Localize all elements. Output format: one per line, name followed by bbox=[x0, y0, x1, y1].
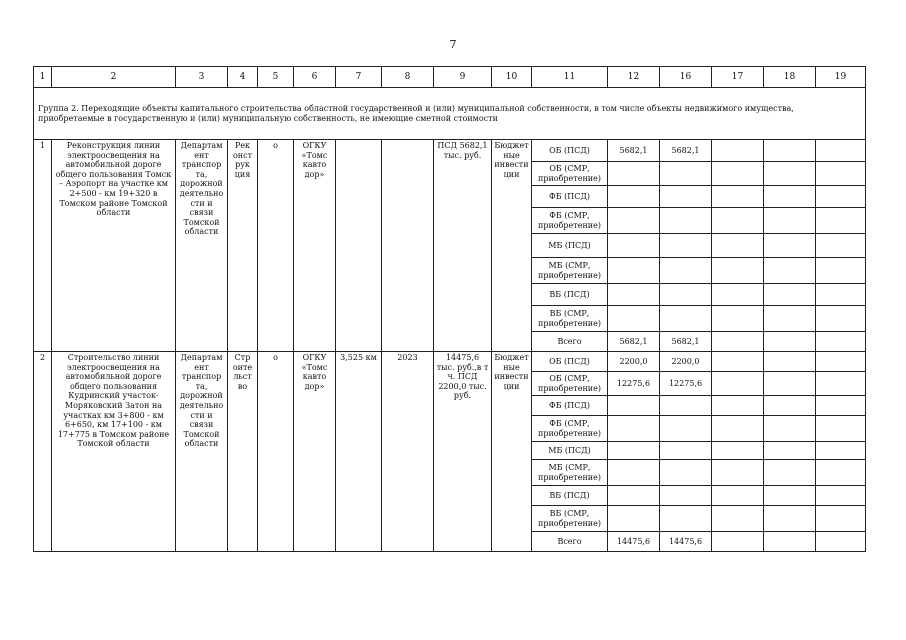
value-col18 bbox=[764, 186, 816, 208]
value-col16 bbox=[660, 416, 712, 442]
value-col18 bbox=[764, 396, 816, 416]
object-number: 2 bbox=[34, 352, 52, 552]
object-investment-type: Бюджет ные инвести ции bbox=[492, 352, 532, 552]
value-col18 bbox=[764, 258, 816, 284]
value-col16 bbox=[660, 396, 712, 416]
value-col17 bbox=[712, 352, 764, 372]
value-col16 bbox=[660, 162, 712, 186]
value-col19 bbox=[816, 416, 866, 442]
header-cell: 1 bbox=[34, 67, 52, 88]
value-col12: 5682,1 bbox=[608, 140, 660, 162]
value-col18 bbox=[764, 234, 816, 258]
value-col12: 2200,0 bbox=[608, 352, 660, 372]
header-cell: 16 bbox=[660, 67, 712, 88]
value-col19 bbox=[816, 442, 866, 460]
value-col12: 5682,1 bbox=[608, 332, 660, 352]
object-department: Департам ент транспор та, дорожной деятельно сти и связи Томской области bbox=[176, 140, 228, 352]
value-col16 bbox=[660, 486, 712, 506]
funding-source: ФБ (СМР, приобретение) bbox=[532, 416, 608, 442]
header-cell: 11 bbox=[532, 67, 608, 88]
value-col18 bbox=[764, 532, 816, 552]
value-col19 bbox=[816, 532, 866, 552]
value-col17 bbox=[712, 208, 764, 234]
value-col19 bbox=[816, 506, 866, 532]
table-row bbox=[34, 352, 866, 372]
funding-source: ФБ (ПСД) bbox=[532, 186, 608, 208]
value-col18 bbox=[764, 352, 816, 372]
capital-objects-table bbox=[33, 66, 866, 552]
value-col18 bbox=[764, 140, 816, 162]
header-cell: 4 bbox=[228, 67, 258, 88]
value-col12 bbox=[608, 416, 660, 442]
value-col12 bbox=[608, 186, 660, 208]
object-col5: о bbox=[258, 352, 294, 552]
header-cell: 2 bbox=[52, 67, 176, 88]
funding-source: ВБ (ПСД) bbox=[532, 284, 608, 306]
header-cell: 8 bbox=[382, 67, 434, 88]
funding-source: ФБ (ПСД) bbox=[532, 396, 608, 416]
value-col17 bbox=[712, 258, 764, 284]
value-col16 bbox=[660, 186, 712, 208]
header-cell: 6 bbox=[294, 67, 336, 88]
funding-source: МБ (ПСД) bbox=[532, 234, 608, 258]
funding-source: МБ (СМР, приобретение) bbox=[532, 460, 608, 486]
value-col17 bbox=[712, 416, 764, 442]
value-col12: 12275,6 bbox=[608, 372, 660, 396]
value-col17 bbox=[712, 486, 764, 506]
value-col16: 5682,1 bbox=[660, 332, 712, 352]
funding-source: МБ (ПСД) bbox=[532, 442, 608, 460]
value-col12: 14475,6 bbox=[608, 532, 660, 552]
object-work-type: Стр оите льст во bbox=[228, 352, 258, 552]
value-col19 bbox=[816, 284, 866, 306]
value-col18 bbox=[764, 460, 816, 486]
object-customer: ОГКУ «Томс кавто дор» bbox=[294, 140, 336, 352]
header-cell: 12 bbox=[608, 67, 660, 88]
value-col12 bbox=[608, 234, 660, 258]
object-number: 1 bbox=[34, 140, 52, 352]
value-col17 bbox=[712, 162, 764, 186]
funding-source: Всего bbox=[532, 532, 608, 552]
value-col16: 2200,0 bbox=[660, 352, 712, 372]
value-col19 bbox=[816, 372, 866, 396]
value-col19 bbox=[816, 460, 866, 486]
funding-source: ВБ (ПСД) bbox=[532, 486, 608, 506]
object-work-type: Рек онст рук ция bbox=[228, 140, 258, 352]
header-cell: 9 bbox=[434, 67, 492, 88]
value-col17 bbox=[712, 532, 764, 552]
value-col16: 12275,6 bbox=[660, 372, 712, 396]
value-col19 bbox=[816, 258, 866, 284]
object-department: Департам ент транспор та, дорожной деятельно сти и связи Томской области bbox=[176, 352, 228, 552]
value-col16 bbox=[660, 208, 712, 234]
object-name: Строительство линии электроосвещения на автомобильной дороге общего пользования Кудринский участок-Моряковский Затон на участках км 3+800 - км 6+650, км 17+100 - км 17+775 в Томском районе Томской области bbox=[52, 352, 176, 552]
value-col12 bbox=[608, 460, 660, 486]
value-col18 bbox=[764, 162, 816, 186]
object-customer: ОГКУ «Томс кавто дор» bbox=[294, 352, 336, 552]
header-cell: 3 bbox=[176, 67, 228, 88]
value-col17 bbox=[712, 396, 764, 416]
funding-source: ОБ (ПСД) bbox=[532, 140, 608, 162]
value-col17 bbox=[712, 506, 764, 532]
value-col16 bbox=[660, 306, 712, 332]
value-col12 bbox=[608, 162, 660, 186]
value-col17 bbox=[712, 306, 764, 332]
value-col18 bbox=[764, 208, 816, 234]
funding-source: Всего bbox=[532, 332, 608, 352]
page-number: 7 bbox=[449, 38, 457, 51]
value-col19 bbox=[816, 208, 866, 234]
header-cell: 17 bbox=[712, 67, 764, 88]
funding-source: ОБ (ПСД) bbox=[532, 352, 608, 372]
value-col17 bbox=[712, 284, 764, 306]
value-col17 bbox=[712, 460, 764, 486]
value-col16 bbox=[660, 284, 712, 306]
value-col19 bbox=[816, 234, 866, 258]
object-year: 2023 bbox=[382, 352, 434, 552]
object-year bbox=[382, 140, 434, 352]
value-col19 bbox=[816, 486, 866, 506]
value-col18 bbox=[764, 486, 816, 506]
value-col17 bbox=[712, 332, 764, 352]
value-col12 bbox=[608, 258, 660, 284]
object-capacity bbox=[336, 140, 382, 352]
value-col16 bbox=[660, 234, 712, 258]
funding-source: ОБ (СМР, приобретение) bbox=[532, 372, 608, 396]
header-cell: 19 bbox=[816, 67, 866, 88]
value-col12 bbox=[608, 208, 660, 234]
object-cost: ПСД 5682,1 тыс. руб. bbox=[434, 140, 492, 352]
value-col16 bbox=[660, 442, 712, 460]
value-col17 bbox=[712, 234, 764, 258]
value-col19 bbox=[816, 186, 866, 208]
value-col18 bbox=[764, 372, 816, 396]
header-cell: 5 bbox=[258, 67, 294, 88]
object-investment-type: Бюджет ные инвести ции bbox=[492, 140, 532, 352]
funding-source: ВБ (СМР, приобретение) bbox=[532, 306, 608, 332]
funding-source: ВБ (СМР, приобретение) bbox=[532, 506, 608, 532]
object-capacity: 3,525 км bbox=[336, 352, 382, 552]
value-col18 bbox=[764, 284, 816, 306]
funding-source: ОБ (СМР, приобретение) bbox=[532, 162, 608, 186]
header-cell: 10 bbox=[492, 67, 532, 88]
value-col19 bbox=[816, 306, 866, 332]
value-col12 bbox=[608, 306, 660, 332]
value-col18 bbox=[764, 306, 816, 332]
object-col5: о bbox=[258, 140, 294, 352]
group-row bbox=[34, 88, 866, 140]
value-col12 bbox=[608, 396, 660, 416]
value-col17 bbox=[712, 186, 764, 208]
group-title: Группа 2. Переходящие объекты капитального строительства областной государственной и (или) муниципальной собственности, в том числе объекты недвижимого имущества, приобретаемые в государственную и (или) муниципальную собственность, не имеющие сметной стоимости bbox=[34, 88, 866, 140]
value-col16 bbox=[660, 460, 712, 486]
value-col12 bbox=[608, 442, 660, 460]
table-row bbox=[34, 140, 866, 162]
value-col19 bbox=[816, 140, 866, 162]
value-col17 bbox=[712, 140, 764, 162]
value-col19 bbox=[816, 332, 866, 352]
value-col16 bbox=[660, 506, 712, 532]
value-col18 bbox=[764, 506, 816, 532]
value-col19 bbox=[816, 396, 866, 416]
header-row bbox=[34, 67, 866, 88]
value-col16: 14475,6 bbox=[660, 532, 712, 552]
value-col16: 5682,1 bbox=[660, 140, 712, 162]
object-cost: 14475,6 тыс. руб.,в т ч. ПСД 2200,0 тыс. руб. bbox=[434, 352, 492, 552]
value-col18 bbox=[764, 332, 816, 352]
header-cell: 18 bbox=[764, 67, 816, 88]
object-name: Реконструкция линии электроосвещения на автомобильной дороге общего пользования Томск – Аэропорт на участке км 2+500 - км 19+320 в Томском районе Томской области bbox=[52, 140, 176, 352]
value-col17 bbox=[712, 442, 764, 460]
value-col12 bbox=[608, 506, 660, 532]
value-col18 bbox=[764, 416, 816, 442]
funding-source: ФБ (СМР, приобретение) bbox=[532, 208, 608, 234]
value-col12 bbox=[608, 284, 660, 306]
value-col17 bbox=[712, 372, 764, 396]
funding-source: МБ (СМР, приобретение) bbox=[532, 258, 608, 284]
value-col16 bbox=[660, 258, 712, 284]
header-cell: 7 bbox=[336, 67, 382, 88]
value-col19 bbox=[816, 162, 866, 186]
value-col19 bbox=[816, 352, 866, 372]
value-col18 bbox=[764, 442, 816, 460]
value-col12 bbox=[608, 486, 660, 506]
